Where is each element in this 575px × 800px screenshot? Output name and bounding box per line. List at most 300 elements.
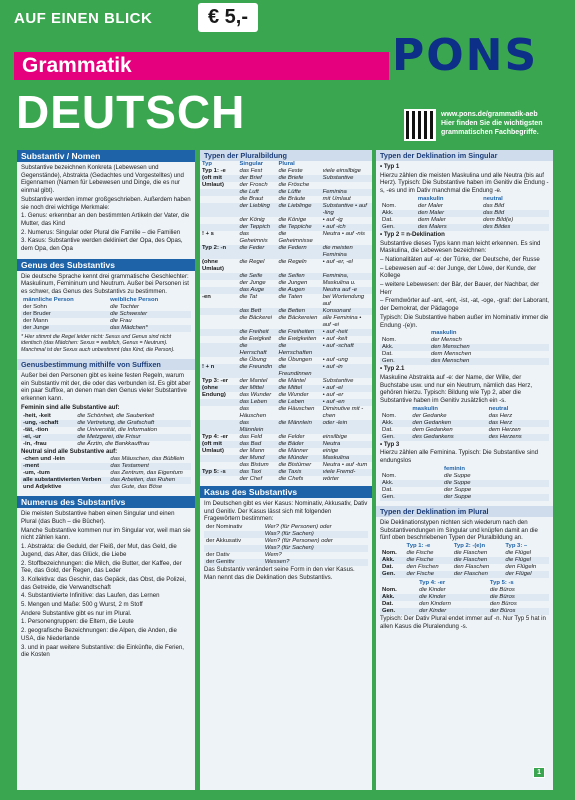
table-cell: Typ 3: -er: [202, 378, 229, 384]
typ3-table: [380, 466, 549, 501]
table-cell: die Ewigkeiten: [278, 336, 317, 342]
table-cell: die Kinder: [419, 586, 446, 593]
section-plural: [200, 150, 372, 483]
section-body: [376, 161, 553, 503]
table-row: [21, 420, 191, 427]
table-row: [204, 538, 368, 545]
table-cell: die Lüfte: [278, 189, 302, 195]
table-row: [380, 550, 549, 557]
table-cell: -ment: [23, 463, 40, 470]
table-cell: den Flügeln: [505, 563, 537, 570]
table-cell: das Mädchen*: [110, 324, 148, 331]
table-row: [200, 196, 372, 203]
column-header: neutral: [488, 405, 509, 412]
table-row: [200, 364, 372, 378]
column-header: maskulin: [412, 405, 438, 412]
table-cell: der Mann: [239, 448, 265, 454]
table-cell: den Flaschen: [453, 563, 490, 570]
suffix-text: Außer bei den Personen gibt es keine festen Regeln, warum ein Substantiv mit der, die oder das verbunden ist. Es gibt aber ein paar Suffixe, an denen man den Genus vieler Substantive erkennen kann.: [21, 372, 191, 403]
table-cell: der Junge: [23, 324, 50, 331]
table-row: [200, 469, 372, 476]
num-list-item: 2. Stoffbezeichnungen: die Milch, die Butter, der Kaffee, der Tee, das Gold, der Regen, das Leder: [21, 559, 182, 575]
table-cell: Konsonant: [322, 308, 351, 314]
table-row: [200, 259, 372, 273]
column-header: feminin: [444, 465, 465, 472]
table-cell: die Federn: [278, 245, 307, 251]
table-cell: der Fische: [406, 570, 435, 577]
num-list2: [21, 618, 191, 659]
qr-caption: [441, 110, 571, 137]
table-row: [21, 304, 191, 311]
table-row: [200, 378, 372, 385]
noun-paragraph: 1. Genus: erkennbar an den bestimmten Artikeln der Vater, die Mutter, das Kind: [21, 212, 190, 227]
table-cell: das Gute, das Böse: [110, 484, 163, 491]
table-cell: (oft mit: [202, 441, 222, 447]
column-header: [380, 196, 416, 203]
pl-text: Die Deklinationstypen nichten sich wiederum nach den Substantivendungen im Singular und knüpfen damit an die fünf oben beschriebenen Typen der Pluralbildung an.: [380, 518, 538, 542]
table-row: [380, 434, 549, 441]
table-cell: des Malers: [417, 223, 447, 230]
table-cell: das Arbeiten, das Ruhen: [110, 477, 176, 484]
table-cell: Gen.: [382, 570, 396, 577]
qr-url[interactable]: www.pons.de/grammatik-aeb: [441, 111, 538, 118]
typ2-text: Substantive dieses Typs kann man leicht erkennen. Es sind Maskulina, die Lebewesen bezeichnen:: [380, 239, 541, 255]
table-cell: Nom.: [382, 202, 397, 209]
table-cell: Neutra • auf -tum: [322, 462, 368, 468]
table-cell: Neutra auf -e: [322, 287, 357, 293]
typ2-list-item: – Lebewesen auf -e: der Junge, der Löwe, der Kunde, der Kollege: [380, 264, 537, 280]
column-header: Typ 3: –: [505, 542, 528, 549]
table-cell: Wessen?: [264, 559, 290, 566]
table-cell: der Liebling: [239, 203, 270, 209]
column-header: Typ 4: -er: [419, 579, 446, 586]
table-cell: die Büros: [489, 593, 515, 600]
table-cell: Neutra • auf -nis: [322, 231, 365, 237]
table-cell: der Mensch: [430, 337, 462, 344]
table-cell: [200, 406, 237, 420]
pl-table2: [380, 580, 549, 615]
table-row: [200, 231, 372, 245]
table-cell: [200, 196, 237, 203]
section-body: [17, 508, 195, 662]
table-cell: der Bruder: [23, 310, 51, 317]
table-row: [200, 203, 372, 217]
table-cell: dem Gedanken: [412, 426, 453, 433]
column-header: [380, 330, 429, 337]
qr-desc: Hier finden Sie die wichtigsten grammatischen Fachbegriffe.: [441, 120, 543, 136]
table-row: [200, 448, 372, 455]
table-cell: einsilbige: [322, 434, 348, 440]
section-heading: Kasus des Substantivs: [200, 486, 372, 498]
fem-intro: Feminin sind alle Substantive auf:: [21, 403, 120, 411]
noun-paragraph: 2. Numerus: Singular oder Plural die Familie – die Familien: [21, 228, 181, 236]
typ2-table: [380, 330, 549, 365]
section-heading: Typen der Pluralbildung: [200, 150, 372, 161]
table-cell: • auf -er, -el: [322, 259, 353, 265]
section-heading: Typen der Deklination im Plural: [376, 506, 553, 517]
table-cell: Dat.: [382, 600, 394, 607]
typ1-text: Hierzu zählen die meisten Maskulina und alle Neutra (bis auf Herz). Typisch: Die Substantive haben im Genitiv die Endung -s, -es und im Dativ manchmal die Endung -e.: [380, 171, 549, 195]
table-cell: die Frösche: [278, 182, 310, 188]
table-cell: Umlaut): [202, 448, 224, 454]
table-cell: die Frau: [110, 317, 132, 324]
table-cell: [204, 545, 263, 552]
table-row: [380, 344, 549, 351]
table-cell: Wem?: [264, 552, 282, 559]
table-cell: die Freiheiten: [278, 329, 315, 335]
column-header: [321, 161, 372, 168]
table-cell: Substantive: [322, 378, 354, 384]
table-cell: die Münder: [278, 455, 308, 461]
table-cell: ! + s: [202, 231, 214, 237]
table-cell: [200, 315, 237, 329]
table-cell: die Chefs: [278, 476, 304, 482]
table-cell: dem Bild(e): [483, 216, 514, 223]
table-row: [204, 559, 368, 566]
table-row: [21, 441, 191, 448]
table-cell: die Männer: [278, 448, 308, 454]
genus-text: Die deutsche Sprache kennt drei grammatische Geschlechter: Maskulinum, Femininum und Neutrum. Außer bei Personen ist es schwer, das Genus des Substantivs zu bestimmen.: [21, 272, 189, 296]
table-cell: -tät, -tion: [23, 426, 49, 433]
table-cell: Dat.: [382, 563, 394, 570]
table-cell: das Zentrum, das Eigentum: [110, 470, 183, 477]
table-cell: Nom.: [382, 472, 397, 479]
column-2: [200, 150, 372, 790]
table-row: [380, 608, 549, 615]
subject-band: [14, 52, 389, 80]
table-cell: einige: [322, 448, 339, 454]
table-cell: Akk.: [382, 556, 395, 563]
price-badge: € 5,-: [198, 3, 258, 32]
section-body: [200, 498, 372, 585]
table-cell: die Ärztin, die Bankkauffrau: [77, 440, 150, 447]
table-cell: die Taten: [278, 294, 303, 300]
table-cell: Substantive • auf -ling: [322, 203, 367, 216]
table-row: [380, 351, 549, 358]
table-cell: das Bad: [239, 441, 262, 447]
table-row: [380, 427, 549, 434]
num-text: Die meisten Substantive haben einen Singular und einen Plural (das Buch – die Bücher).: [21, 510, 175, 525]
fem-table: [21, 413, 191, 448]
table-cell: die Freundin: [239, 364, 273, 370]
table-cell: die Häuschen: [278, 406, 315, 412]
table-cell: [200, 336, 237, 343]
subject-label: Grammatik: [22, 54, 132, 77]
table-cell: der Suppe: [444, 493, 472, 500]
table-cell: die Feder: [239, 245, 265, 251]
table-cell: der Flügel: [505, 570, 532, 577]
table-cell: der Dativ: [206, 552, 230, 559]
table-cell: die Suppe: [444, 472, 471, 479]
table-cell: [200, 420, 237, 434]
table-cell: das Häuschen: [239, 406, 267, 419]
table-cell: das Männlein: [239, 420, 264, 433]
typ2-title: • Typ 2 = n-Deklination: [380, 230, 445, 238]
table-cell: oder -lein: [322, 420, 348, 426]
table-header-row: [380, 543, 549, 550]
table-cell: alle Feminina • auf -ei: [322, 315, 362, 328]
table-cell: -in, -frau: [23, 440, 47, 447]
table-cell: des Gedankens: [412, 433, 454, 440]
typ2-list: [380, 256, 549, 313]
table-row: [380, 203, 549, 210]
table-cell: • auf -schaft: [322, 343, 354, 349]
table-cell: der Frosch: [239, 182, 268, 188]
table-row: [21, 463, 191, 470]
genus-note: * Hier stimmt die Regel leider nicht: Sexus und Genus sind nicht identisch (das Mädchen: Sexus = weiblich, Genus = Neutrum). Manchmal ist der Sexus auch unbestimmt (das Kind, die Person).: [21, 333, 175, 353]
table-cell: die Felder: [278, 434, 305, 440]
table-cell: den Kindern: [419, 600, 451, 607]
table-cell: die Übungen: [278, 357, 312, 363]
table-cell: die Mittel: [278, 385, 303, 391]
table-cell: Wer? (für Personen) oder: [264, 524, 332, 531]
table-row: [21, 413, 191, 420]
num-list: [21, 543, 191, 609]
num-list-item: 1. Abstrakta: die Geduld, der Fleiß, der Mut, das Geld, die Jugend, das Alter, das Glück, die Liebe: [21, 543, 177, 558]
section-suffix: [17, 359, 195, 493]
table-cell: den Büros: [489, 600, 517, 607]
table-cell: die Herrschaften: [278, 343, 313, 356]
table-cell: [200, 329, 237, 336]
typ1-title: • Typ 1: [380, 163, 400, 170]
section-body: [17, 370, 195, 493]
column-1: [17, 150, 195, 790]
section-body: [17, 162, 195, 256]
table-cell: die Flaschen: [453, 556, 488, 563]
table-row: [200, 392, 372, 399]
table-cell: der Genitiv: [206, 559, 235, 566]
table-cell: [200, 399, 237, 406]
table-cell: Feminina: [322, 189, 347, 195]
table-cell: die meisten Feminina: [322, 245, 353, 258]
table-cell: der Mantel: [239, 378, 268, 384]
table-row: [380, 587, 549, 594]
table-cell: der Mund: [239, 455, 265, 461]
table-row: [380, 413, 549, 420]
table-cell: [200, 343, 237, 357]
table-cell: das Geheimnis: [239, 231, 268, 244]
num-list-item: 4. Substantivierte Infinitive: das Laufen, das Lernen: [21, 592, 160, 600]
table-header-row: [380, 196, 549, 203]
table-cell: der Chef: [239, 476, 263, 482]
table-cell: die Herrschaft: [239, 343, 267, 356]
qr-code-icon[interactable]: [404, 109, 436, 141]
table-row: [200, 315, 372, 329]
column-header: [380, 543, 405, 550]
num-list-item: 3. Kollektiva: das Geschir, das Gepäck, das Obst, die Polizei, das Getreide, die Verwandtschaft: [21, 575, 186, 591]
table-cell: -chen und -lein: [23, 456, 65, 463]
table-cell: • auf -in: [322, 364, 343, 370]
table-cell: die Schönheit, die Sauberkeit: [77, 412, 155, 419]
table-cell: das Wunder: [239, 392, 272, 398]
column-header: Singular: [239, 161, 264, 167]
table-cell: [200, 224, 237, 231]
table-row: [200, 462, 372, 469]
table-cell: des Menschen: [430, 358, 470, 365]
table-row: [200, 182, 372, 189]
noun-paragraph: Substantive bezeichnen Konkreta (Lebewesen und Gegenstände), Abstrakta (Gedachtes und Vorgestelltes) und Eigennamen (Namen für Lebewesen und Dinge, die es nur einmal gibt).: [21, 164, 184, 195]
noun-paragraph: 3. Kasus: Substantive werden dekliniert der Opa, des Opas, dem Opa, den Opa: [21, 237, 183, 253]
table-row: [380, 358, 549, 365]
table-row: [200, 175, 372, 182]
table-cell: die Schwester: [110, 310, 148, 317]
table-cell: der Akkusativ: [206, 538, 242, 545]
table-cell: dem Herzen: [488, 426, 521, 433]
typ21-table: [380, 406, 549, 441]
column-header: weibliche Person: [110, 296, 159, 303]
table-cell: die Briefe: [278, 175, 304, 181]
table-row: [380, 217, 549, 224]
table-cell: der Mittel: [239, 385, 264, 391]
table-cell: Typ 4: -er: [202, 434, 229, 440]
table-cell: [200, 357, 237, 364]
table-cell: Feminina,: [322, 273, 349, 279]
table-cell: • auf -ung: [322, 357, 348, 363]
table-cell: Gen.: [382, 223, 395, 230]
table-row: [200, 329, 372, 336]
column-header: Plural: [278, 161, 295, 167]
section-decl-plural: [376, 506, 553, 634]
table-cell: der Mann: [23, 317, 48, 324]
table-row: [380, 494, 549, 501]
typ2-list-item: – weitere Lebewesen: der Bär, der Bauer, der Nachbar, der Herr: [380, 281, 540, 296]
page-number: 1: [533, 767, 545, 778]
header: [0, 0, 575, 150]
table-row: [21, 456, 191, 463]
table-row: [200, 287, 372, 294]
genus-table: [21, 297, 191, 332]
table-cell: die Braut: [239, 196, 264, 202]
table-row: [380, 557, 549, 564]
table-cell: die Regel: [239, 259, 265, 265]
table-cell: Dat.: [382, 351, 393, 358]
table-cell: Dat.: [382, 216, 393, 223]
table-cell: das Bild: [483, 202, 505, 209]
table-cell: das Fest: [239, 168, 263, 174]
table-cell: ! + n: [202, 364, 215, 370]
table-cell: der Büros: [489, 607, 516, 614]
section-body: [376, 517, 553, 634]
column-header: männliche Person: [23, 296, 74, 303]
table-cell: Was? (für Sachen): [264, 531, 314, 538]
num-text3: Andere Substantive gibt es nur im Plural.: [21, 609, 132, 617]
table-cell: die Könige: [278, 217, 307, 223]
table-cell: -um, -tum: [23, 470, 50, 477]
table-cell: dem Menschen: [430, 351, 472, 358]
table-row: [380, 420, 549, 427]
table-cell: das Mäuschen, das Bübllein: [110, 456, 185, 463]
typ21-text: Maskuline Abstrakta auf -e: der Name, der Wille, der Buchstabe usw. und nur ein Neutrum, nämlich das Herz, gehören hierzu. Typisch: Bildung wie Typ 2, aber die Substantive haben im Genitiv zusätzlich ein -s.: [380, 373, 533, 405]
table-cell: die Übung: [239, 357, 267, 363]
table-cell: der Kinder: [419, 607, 447, 614]
table-cell: die Teppiche: [278, 224, 312, 230]
table-cell: • auf -keit: [322, 336, 348, 342]
table-row: [380, 564, 549, 571]
column-header: [380, 580, 417, 587]
table-cell: die Freiheit: [239, 329, 269, 335]
table-cell: den Gedanken: [412, 419, 452, 426]
table-cell: die Universität, die Information: [77, 426, 157, 433]
table-cell: Akk.: [382, 419, 394, 426]
kasus-text2: Das Substantiv verändert seine Form in den vier Kasus. Man nennt das die Deklination des Substantivs.: [204, 566, 355, 581]
table-row: [200, 357, 372, 364]
table-cell: die Männlein: [278, 420, 312, 426]
table-row: [380, 224, 549, 231]
table-cell: das Feld: [239, 434, 263, 440]
table-cell: Gen.: [382, 607, 396, 614]
typ2-text2: Typisch: Die Substantive haben außer im Nominativ immer die Endung -(e)n.: [380, 313, 549, 329]
section-heading: Genus des Substantivs: [17, 259, 195, 271]
table-cell: der Nominativ: [206, 524, 243, 531]
kasus-table: [204, 524, 368, 566]
table-cell: Typ 2: -n: [202, 245, 227, 251]
table-cell: der Maler: [417, 202, 443, 209]
table-row: [200, 406, 372, 420]
table-header-row: [200, 161, 372, 168]
table-row: [204, 524, 368, 531]
table-cell: alle substantivierten Verben: [23, 477, 102, 484]
table-row: [21, 484, 191, 491]
table-cell: des Herzens: [488, 433, 522, 440]
table-cell: die Vertretung, die Grafschaft: [77, 419, 155, 426]
table-cell: [200, 455, 237, 462]
table-row: [21, 470, 191, 477]
table-cell: [200, 280, 237, 287]
table-cell: • auf -ich: [322, 224, 346, 230]
table-cell: Nom.: [382, 586, 397, 593]
table-cell: Nom.: [382, 412, 397, 419]
table-cell: Dat.: [382, 426, 393, 433]
table-cell: bei Wortendung auf: [322, 294, 365, 307]
table-cell: viele Fremd-: [322, 469, 356, 475]
table-cell: [200, 189, 237, 196]
table-cell: der Gedanke: [412, 412, 447, 419]
table-cell: Dat.: [382, 486, 393, 493]
table-row: [380, 601, 549, 608]
table-row: [380, 473, 549, 480]
table-cell: [200, 308, 237, 315]
table-header-row: [380, 580, 549, 587]
table-row: [200, 217, 372, 224]
noun-paragraph: Substantive werden immer großgeschrieben. Außerdem haben sie noch drei wichtige Merkmale:: [21, 195, 191, 211]
table-cell: das Auge: [239, 287, 265, 293]
column-header: Typ 1: -e: [406, 542, 431, 549]
table-cell: Was? (für Sachen): [264, 545, 314, 552]
table-cell: der Flaschen: [453, 570, 488, 577]
neu-table: [21, 456, 191, 491]
section-body: [17, 271, 195, 356]
table-cell: der König: [239, 217, 265, 223]
table-cell: Maskulina u.: [322, 280, 356, 286]
table-cell: Akk.: [382, 209, 394, 216]
table-cell: die Ewigkeit: [239, 336, 271, 342]
table-cell: Wen? (für Personen) oder: [264, 538, 333, 545]
table-cell: [200, 203, 237, 217]
table-row: [21, 318, 191, 325]
table-row: [380, 594, 549, 601]
table-row: [200, 273, 372, 280]
table-cell: [200, 287, 237, 294]
table-cell: Typ 1: -e: [202, 168, 226, 174]
table-row: [200, 399, 372, 406]
column-header: maskulin: [430, 330, 457, 337]
plural-table: [200, 161, 372, 483]
section-heading: Typen der Deklination im Singular: [376, 150, 553, 161]
table-cell: die Wunder: [278, 392, 309, 398]
table-cell: [204, 531, 263, 538]
table-cell: das Bild: [483, 209, 505, 216]
table-cell: [321, 182, 372, 189]
